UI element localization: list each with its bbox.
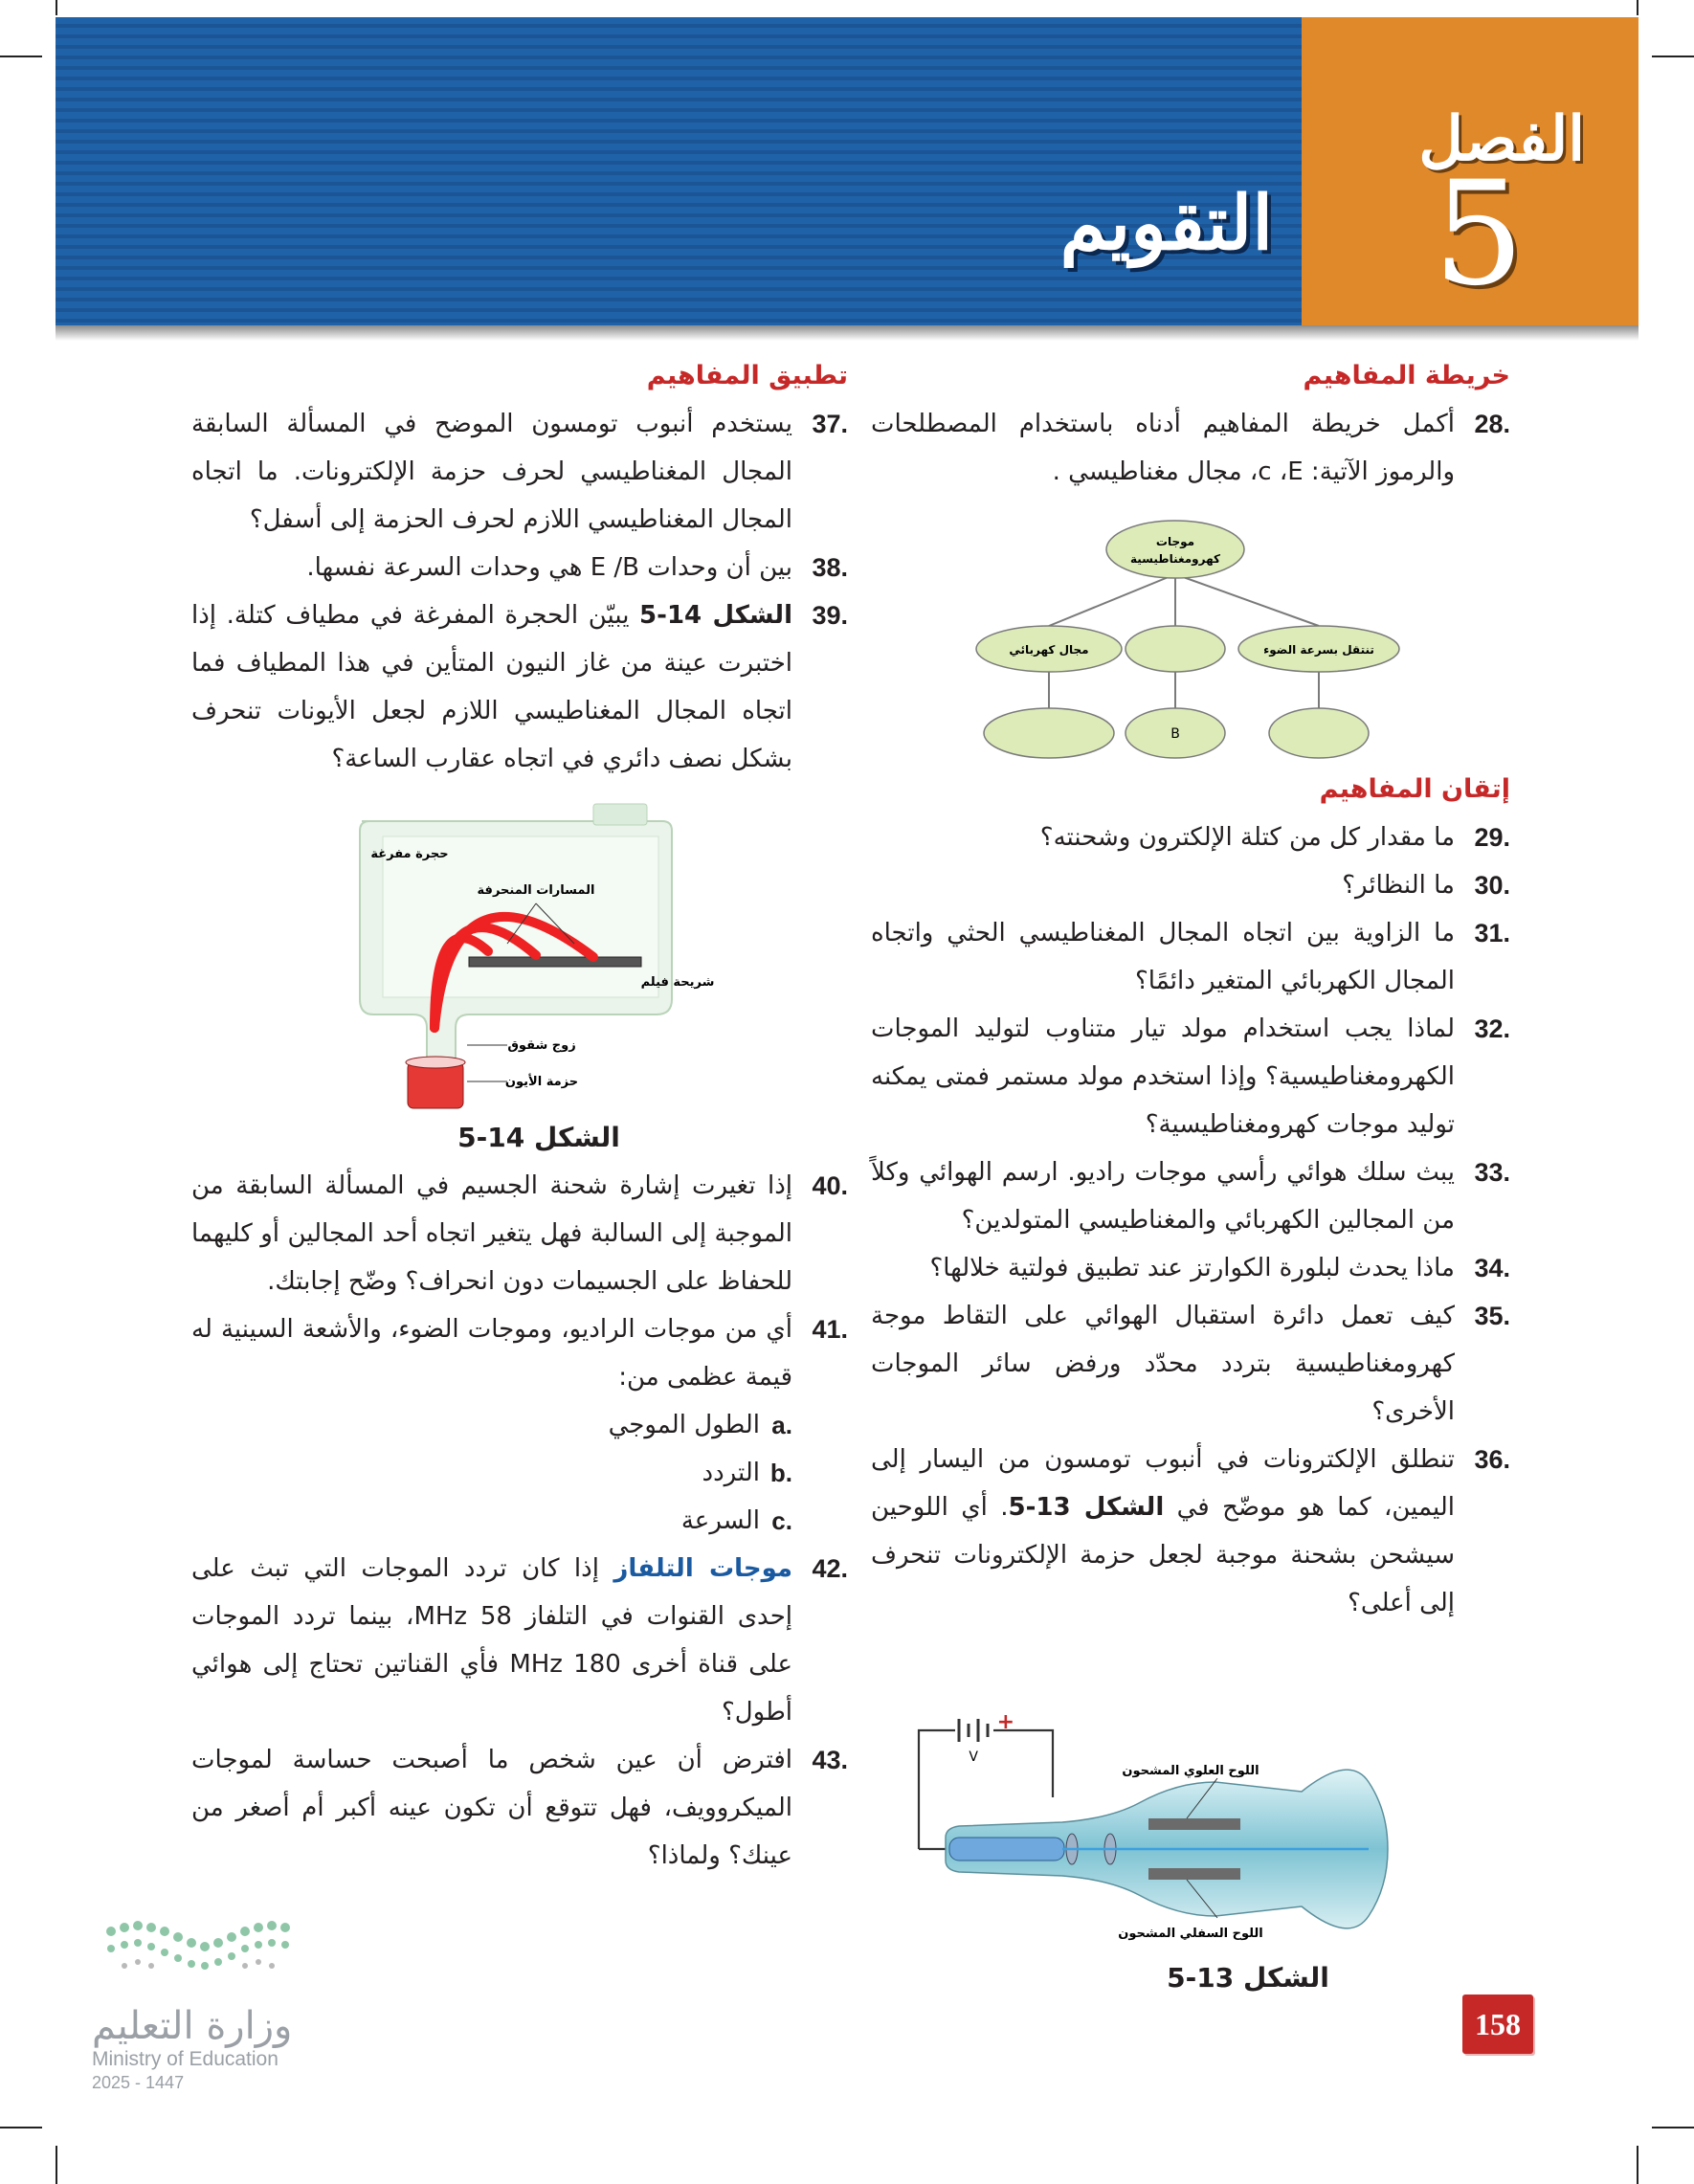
bottom-plate-label: اللوح السفلي المشحون	[1118, 1927, 1263, 1941]
option-letter: .a	[771, 1411, 792, 1439]
question-text: ما الزاوية بين اتجاه المجال المغناطيسي الحثي واتجاه المجال الكهربائي المتغير دائمًا؟	[871, 919, 1455, 995]
figure-14-caption: الشكل 14-5	[457, 1122, 620, 1153]
option-b	[191, 1449, 848, 1497]
question-text-part: إذا كان تردد الموجات التي تبث على إحدى القنوات في التلفاز 58 MHz، بينما تردد الموجات على قناة أخرى 180 MHz فأي القناتين تحتاج إلى هوائي أطول؟	[191, 1554, 793, 1727]
question-number: .32	[1474, 1014, 1510, 1043]
ministry-year: 2025 - 1447	[92, 2073, 185, 2092]
slits-label: زوج شقوق	[507, 1038, 576, 1053]
question-text-part: . أي اللوحين سيشحن بشحنة موجبة لجعل حزمة الإلكترونات تنحرف إلى أعلى؟	[871, 1493, 1455, 1617]
question-number: .37	[812, 410, 848, 438]
question-text: بين أن وحدات E /B هي وحدات السرعة نفسها.	[306, 553, 792, 582]
question-number: .39	[812, 601, 848, 630]
figure-reference: الشكل 14-5	[639, 601, 792, 630]
battery-plus-sign: +	[996, 1715, 1014, 1734]
question-41	[191, 1305, 848, 1401]
question-text	[191, 591, 792, 783]
left-column	[191, 356, 848, 1880]
concept-node-top	[1106, 521, 1244, 578]
crop-mark	[1652, 56, 1694, 57]
right-column	[871, 356, 1510, 2002]
question-35	[871, 1292, 1510, 1436]
question-36	[871, 1436, 1510, 1627]
question-text: إذا تغيرت إشارة شحنة الجسيم في المسألة السابقة من الموجبة إلى السالبة فهل يتغير اتجاه أحد المجالين أو كليهما للحفاظ على الجسيمات دون انحراف؟ وضّح إجابتك.	[191, 1171, 792, 1296]
question-37	[191, 400, 848, 544]
chapter-label: الفصل	[1418, 103, 1585, 175]
question-number: .43	[812, 1746, 848, 1774]
question-text: ما مقدار كل من كتلة الإلكترون وشحنته؟	[1039, 823, 1455, 852]
question-number: .38	[812, 553, 848, 582]
question-43	[191, 1736, 848, 1880]
crop-mark	[0, 56, 42, 57]
crop-mark	[0, 2127, 42, 2128]
chapter-number: 5	[1433, 151, 1525, 318]
question-number: .40	[812, 1171, 848, 1200]
film-strip	[469, 957, 641, 967]
concept-node-top-line1: موجات	[1155, 535, 1195, 548]
question-30	[871, 861, 1510, 909]
question-42	[191, 1545, 848, 1736]
cathode	[949, 1838, 1064, 1861]
ministry-logo-icon	[92, 1914, 312, 1991]
concept-map-diagram	[871, 513, 1510, 764]
crop-mark	[1637, 2146, 1638, 2184]
question-number: .36	[1474, 1445, 1510, 1474]
question-32	[871, 1005, 1510, 1148]
voltage-label: V	[969, 1749, 978, 1765]
paths-label: المسارات المنحرفة	[477, 883, 595, 898]
concept-node-mid-center	[1126, 626, 1225, 672]
header-band	[56, 17, 1302, 325]
question-number: .31	[1474, 919, 1510, 947]
question-number: .30	[1474, 871, 1510, 900]
concept-node-bottom-center-label: B	[1170, 726, 1180, 742]
question-33	[871, 1148, 1510, 1244]
question-text	[191, 1545, 792, 1736]
question-number: .29	[1474, 823, 1510, 852]
page-number: 158	[1462, 1995, 1533, 2054]
question-text	[871, 1436, 1455, 1627]
crop-mark	[1637, 0, 1638, 15]
ion-beam-source	[408, 1062, 463, 1108]
ministry-name-arabic: وزارة التعليم	[92, 2004, 293, 2048]
option-c	[191, 1497, 848, 1545]
question-number: .34	[1474, 1254, 1510, 1282]
battery-icon	[959, 1719, 988, 1742]
figure-13-thomson-tube	[871, 1715, 1510, 1954]
concept-node-mid-right-label: تنتقل بسرعة الضوء	[1263, 643, 1374, 657]
question-number: .33	[1474, 1158, 1510, 1187]
question-text: لماذا يجب استخدام مولد تيار متناوب لتوليد الموجات الكهرومغناطيسية؟ وإذا استخدم مولد مستمر فمتى يمكنه توليد موجات كهرومغناطيسية؟	[871, 1014, 1455, 1139]
page-title: التقويم	[1059, 180, 1273, 267]
figure-13-caption: الشكل 13-5	[1167, 1962, 1329, 1994]
top-plate	[1148, 1818, 1240, 1830]
question-text: ما النظائر؟	[1342, 871, 1455, 900]
question-number: .41	[812, 1315, 848, 1344]
header-shadow	[56, 325, 1638, 341]
question-39	[191, 591, 848, 783]
question-lead: موجات التلفاز	[613, 1554, 792, 1583]
figure-reference: الشكل 13-5	[1008, 1493, 1165, 1522]
film-label: شريحة فيلم	[640, 975, 715, 990]
question-38	[191, 544, 848, 591]
question-29	[871, 813, 1510, 861]
section-heading-mastery: إتقان المفاهيم	[1319, 774, 1510, 804]
ministry-name-english: Ministry of Education	[92, 2048, 279, 2070]
figure-14-mass-spectrometer	[191, 798, 848, 1114]
question-text: ماذا يحدث لبلورة الكوارتز عند تطبيق فولتية خلالها؟	[929, 1254, 1455, 1282]
option-letter: .c	[771, 1506, 792, 1535]
section-heading-application: تطبيق المفاهيم	[646, 361, 848, 390]
chamber-port	[593, 804, 647, 825]
chamber-label: حجرة مفرغة	[370, 847, 449, 861]
option-letter: .b	[769, 1459, 792, 1487]
question-number: .42	[812, 1554, 848, 1583]
question-text: أي من موجات الراديو، وموجات الضوء، والأشعة السينية له قيمة عظمى من:	[191, 1315, 792, 1392]
option-a	[191, 1401, 848, 1449]
question-number: .35	[1474, 1302, 1510, 1330]
question-31	[871, 909, 1510, 1005]
top-plate-label: اللوح العلوي المشحون	[1122, 1764, 1259, 1778]
question-34	[871, 1244, 1510, 1292]
question-text: يستخدم أنبوب تومسون الموضح في المسألة السابقة المجال المغناطيسي لحرف حزمة الإلكترونات. ما اتجاه المجال المغناطيسي اللازم لحرف الحزمة إلى أسفل؟	[191, 410, 792, 534]
concept-node-bottom-right	[1269, 708, 1369, 758]
question-text: يبث سلك هوائي رأسي موجات راديو. ارسم الهوائي وكلاً من المجالين الكهربائي والمغناطيسي المتولدين؟	[871, 1158, 1455, 1235]
concept-node-bottom-left	[984, 708, 1114, 758]
question-number: .28	[1474, 410, 1510, 438]
concept-node-top-line2: كهرومغناطيسية	[1129, 552, 1221, 566]
question-28	[871, 400, 1510, 496]
crop-mark	[56, 2146, 57, 2184]
question-40	[191, 1162, 848, 1305]
option-text: الطول الموجي	[608, 1411, 760, 1439]
ion-beam-label: حزمة الأيون	[504, 1075, 579, 1089]
crop-mark	[56, 0, 57, 15]
bottom-plate	[1148, 1868, 1240, 1880]
section-heading-concept-map: خريطة المفاهيم	[1303, 361, 1510, 390]
option-text: السرعة	[680, 1506, 760, 1535]
crop-mark	[1652, 2127, 1694, 2128]
slit-pair	[406, 1057, 465, 1068]
question-text: افترض أن عين شخص ما أصبحت حساسة لموجات الميكروويف، فهل تتوقع أن تكون عينه أكبر أم أصغر من عينك؟ ولماذا؟	[191, 1746, 792, 1870]
question-text: أكمل خريطة المفاهيم أدناه باستخدام المصطلحات والرموز الآتية: c ،E، مجال مغناطيسي .	[871, 410, 1455, 486]
concept-node-mid-left-label: مجال كهربائي	[1009, 643, 1089, 657]
question-text-part: يبيّن الحجرة المفرغة في مطياف كتلة. إذا اختبرت عينة من غاز النيون المتأين في هذا المطياف فما اتجاه المجال المغناطيسي اللازم لجعل الأيونات تنحرف بشكل نصف دائري في اتجاه عقارب الساعة؟	[191, 601, 792, 773]
question-text: كيف تعمل دائرة استقبال الهوائي على التقاط موجة كهرومغناطيسية بتردد محدّد ورفض سائر الموجات الأخرى؟	[871, 1302, 1455, 1426]
option-text: التردد	[702, 1459, 760, 1487]
question-text-part: تنطلق الإلكترونات في أنبوب تومسون من اليسار إلى اليمين، كما هو موضّح في	[871, 1445, 1456, 1522]
